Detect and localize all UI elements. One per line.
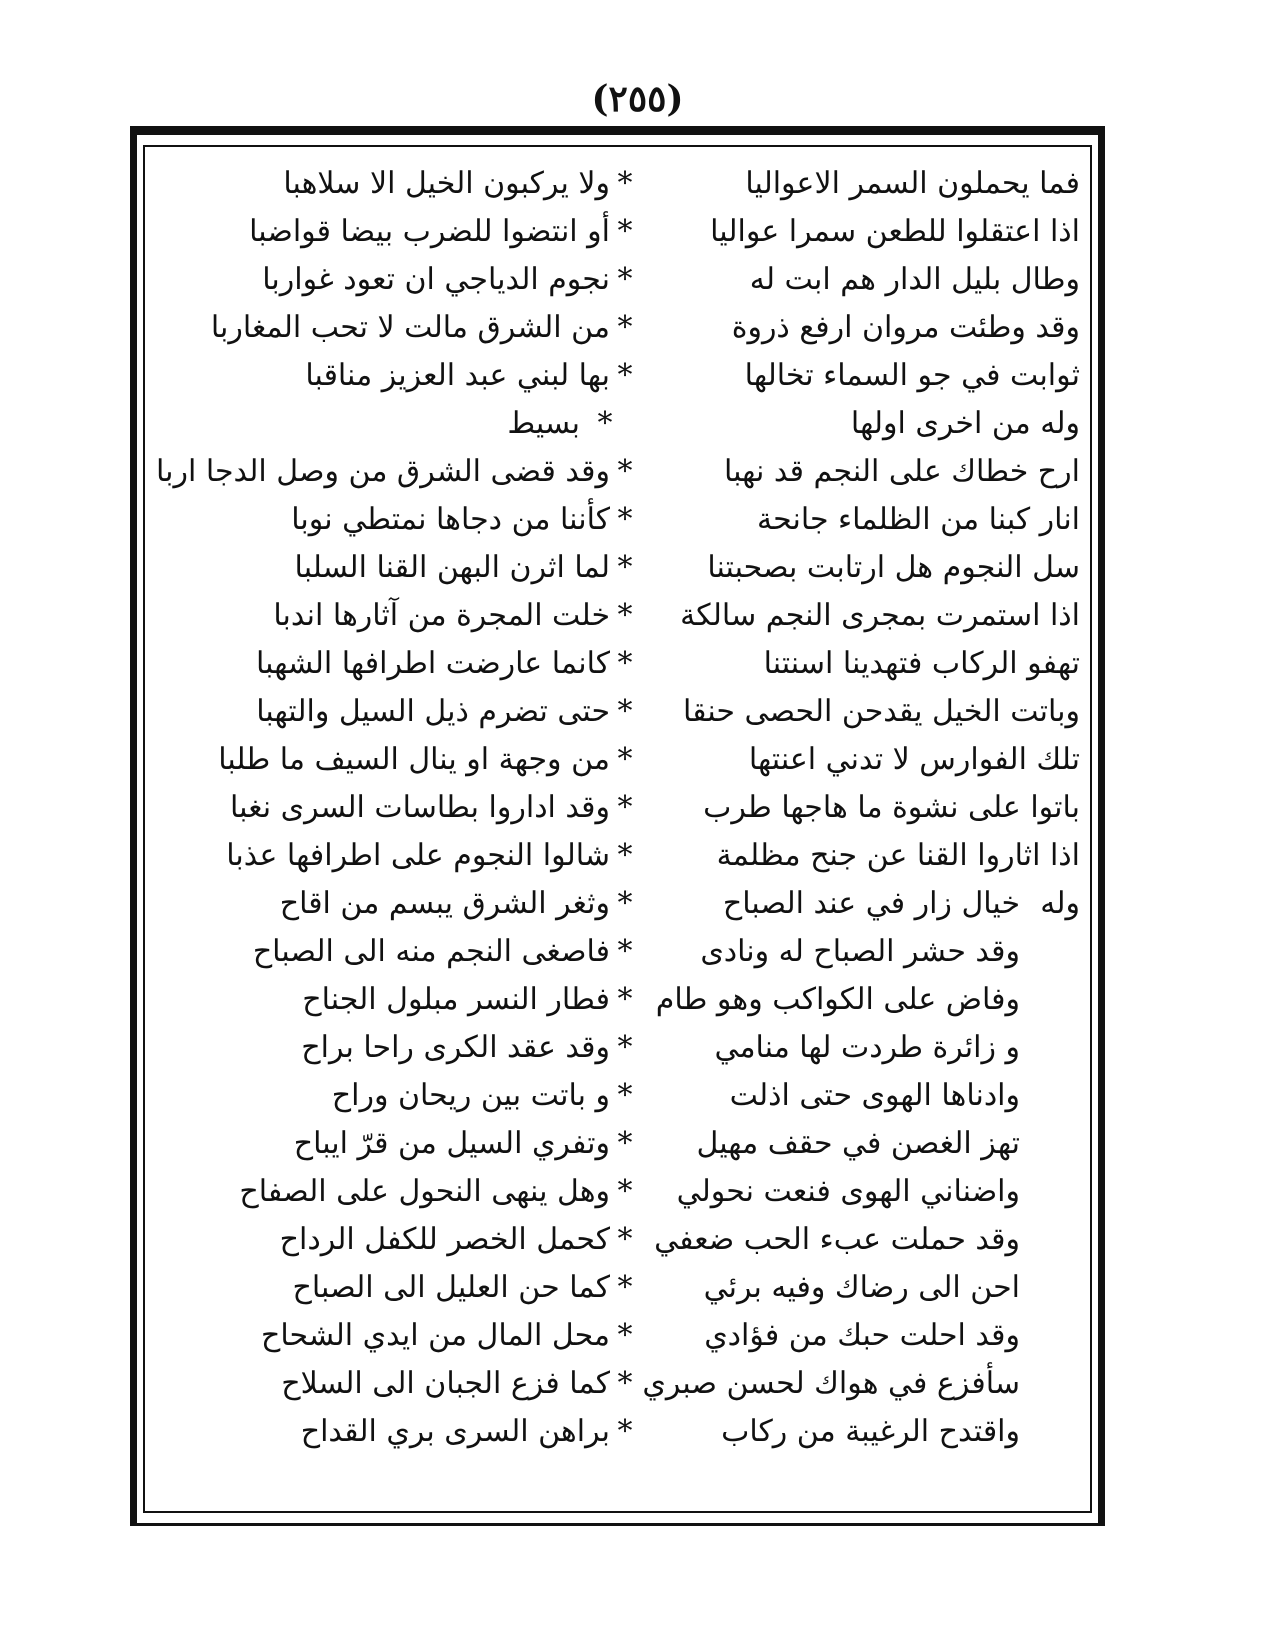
first-hemistich: اذا اعتقلوا للطعن سمرا عواليا	[710, 214, 1080, 249]
first-hemistich: خيال زار في عند الصباح	[722, 886, 1020, 921]
second-hemistich: وتفري السيل من قرّ ايباح	[293, 1126, 610, 1161]
first-hemistich: واضناني الهوى فنعت نحولي	[676, 1174, 1020, 1209]
verse-row	[155, 352, 1080, 400]
verse-separator: *	[617, 886, 633, 921]
first-hemistich: فما يحملون السمر الاعواليا	[745, 166, 1080, 201]
heading-text: وله من اخرى اولها	[850, 406, 1080, 441]
second-hemistich: كما فزع الجبان الى السلاح	[281, 1366, 610, 1401]
first-hemistich: تهفو الركاب فتهدينا اسنتنا	[763, 646, 1080, 681]
meter-name: بسيط	[507, 406, 580, 441]
verse-separator: *	[617, 694, 633, 729]
second-hemistich: شالوا النجوم على اطرافها عذبا	[226, 838, 610, 873]
first-hemistich: باتوا على نشوة ما هاجها طرب	[703, 790, 1080, 825]
second-hemistich: محل المال من ايدي الشحاح	[261, 1318, 610, 1353]
verse-separator: *	[617, 214, 633, 249]
first-hemistich: اذا اثاروا القنا عن جنح مظلمة	[716, 838, 1080, 873]
second-hemistich: وقد قضى الشرق من وصل الدجا اربا	[155, 454, 610, 489]
verse-row	[155, 688, 1080, 736]
first-hemistich: وادناها الهوى حتى اذلت	[729, 1078, 1020, 1113]
verse-separator: *	[617, 790, 633, 825]
verse-row	[155, 784, 1080, 832]
verse-row	[155, 304, 1080, 352]
verse-row	[155, 976, 1080, 1024]
first-hemistich: واقتدح الرغيبة من ركاب	[721, 1414, 1020, 1449]
second-hemistich: لما اثرن البهن القنا السلبا	[294, 550, 610, 585]
verse-separator: *	[617, 262, 633, 297]
verse-row	[155, 256, 1080, 304]
second-hemistich: من وجهة او ينال السيف ما طلبا	[218, 742, 610, 777]
verse-separator: *	[617, 982, 633, 1017]
verse-separator: *	[617, 166, 633, 201]
second-hemistich: كأننا من دجاها نمتطي نوبا	[291, 502, 610, 537]
first-hemistich: اذا استمرت بمجرى النجم سالكة	[680, 598, 1080, 633]
first-hemistich: ثوابت في جو السماء تخالها	[744, 358, 1080, 393]
second-hemistich: وثغر الشرق يبسم من اقاح	[279, 886, 610, 921]
first-hemistich: تهز الغصن في حقف مهيل	[696, 1126, 1020, 1161]
verse-separator: *	[617, 502, 633, 537]
first-hemistich: سل النجوم هل ارتابت بصحبتنا	[707, 550, 1080, 585]
verse-row	[155, 1168, 1080, 1216]
verse-row	[155, 1216, 1080, 1264]
verse-separator: *	[617, 1414, 633, 1449]
verse-separator: *	[617, 358, 633, 393]
poem-body	[155, 160, 1080, 1456]
verse-separator: *	[597, 406, 613, 441]
verse-row	[155, 928, 1080, 976]
second-hemistich: ولا يركبون الخيل الا سلاهبا	[283, 166, 610, 201]
verse-row	[155, 208, 1080, 256]
verse-separator: *	[617, 1030, 633, 1065]
verse-row	[155, 592, 1080, 640]
first-hemistich: وقد حملت عبء الحب ضعفي	[654, 1222, 1020, 1257]
second-hemistich: كحمل الخصر للكفل الرداح	[279, 1222, 610, 1257]
verse-row	[155, 1072, 1080, 1120]
verse-separator: *	[617, 1270, 633, 1305]
verse-row	[155, 832, 1080, 880]
verse-row	[155, 448, 1080, 496]
verse-row	[155, 1024, 1080, 1072]
verse-separator: *	[617, 310, 633, 345]
second-hemistich: براهن السرى بري القداح	[300, 1414, 610, 1449]
verse-separator: *	[617, 550, 633, 585]
second-hemistich: حتى تضرم ذيل السيل والتهبا	[256, 694, 610, 729]
first-hemistich: وطال بليل الدار هم ابت له	[749, 262, 1080, 297]
first-hemistich: وقد وطئت مروان ارفع ذروة	[731, 310, 1080, 345]
poem-heading	[155, 400, 1080, 448]
verse-row	[155, 736, 1080, 784]
second-hemistich: فطار النسر مبلول الجناح	[302, 982, 610, 1017]
verse-row	[155, 1360, 1080, 1408]
first-hemistich: و زائرة طردت لها منامي	[714, 1030, 1020, 1065]
verse-separator: *	[617, 1318, 633, 1353]
second-hemistich: خلت المجرة من آثارها اندبا	[273, 598, 610, 633]
verse-row	[155, 544, 1080, 592]
first-hemistich: وقد احلت حبك من فؤادي	[704, 1318, 1020, 1353]
verse-separator: *	[617, 454, 633, 489]
first-hemistich: وفاض على الكواكب وهو طام	[655, 982, 1020, 1017]
verse-row	[155, 1264, 1080, 1312]
first-hemistich: وقد حشر الصباح له ونادى	[700, 934, 1020, 969]
second-hemistich: كما حن العليل الى الصباح	[292, 1270, 610, 1305]
verse-separator: *	[617, 646, 633, 681]
verse-separator: *	[617, 934, 633, 969]
verse-separator: *	[617, 1222, 633, 1257]
second-hemistich: فاصغى النجم منه الى الصباح	[252, 934, 610, 969]
first-hemistich: احن الى رضاك وفيه برئي	[703, 1270, 1020, 1305]
verse-separator: *	[617, 838, 633, 873]
verse-separator: *	[617, 1078, 633, 1113]
first-hemistich: انار كبنا من الظلماء جانحة	[757, 502, 1080, 537]
first-hemistich: سأفزع في هواك لحسن صبري	[642, 1366, 1020, 1401]
second-hemistich: و باتت بين ريحان وراح	[331, 1078, 610, 1113]
second-hemistich: وقد اداروا بطاسات السرى نغبا	[230, 790, 610, 825]
verse-row	[155, 1120, 1080, 1168]
verse-row	[155, 1312, 1080, 1360]
second-hemistich: من الشرق مالت لا تحب المغاربا	[210, 310, 610, 345]
verse-separator: *	[617, 1174, 633, 1209]
second-hemistich: أو انتضوا للضرب بيضا قواضبا	[249, 214, 610, 249]
verse-separator: *	[617, 742, 633, 777]
verse-separator: *	[617, 1366, 633, 1401]
second-hemistich: وقد عقد الكرى راحا براح	[301, 1030, 610, 1065]
verse-separator: *	[617, 598, 633, 633]
verse-row	[155, 496, 1080, 544]
second-hemistich: وهل ينهى النحول على الصفاح	[239, 1174, 610, 1209]
verse-separator: *	[617, 1126, 633, 1161]
first-hemistich: ارح خطاك على النجم قد نهبا	[723, 454, 1080, 489]
second-hemistich: كانما عارضت اطرافها الشهبا	[256, 646, 610, 681]
first-hemistich: تلك الفوارس لا تدني اعنتها	[748, 742, 1080, 777]
verse-row	[155, 160, 1080, 208]
verse-row	[155, 880, 1080, 928]
verse-row	[155, 640, 1080, 688]
second-hemistich: بها لبني عبد العزيز مناقبا	[305, 358, 610, 393]
poem-label: وله	[1040, 886, 1080, 921]
verse-row	[155, 1408, 1080, 1456]
second-hemistich: نجوم الدياجي ان تعود غواربا	[262, 262, 610, 297]
page-number: (٢٥٥)	[591, 78, 684, 120]
first-hemistich: وباتت الخيل يقدحن الحصى حنقا	[683, 694, 1080, 729]
